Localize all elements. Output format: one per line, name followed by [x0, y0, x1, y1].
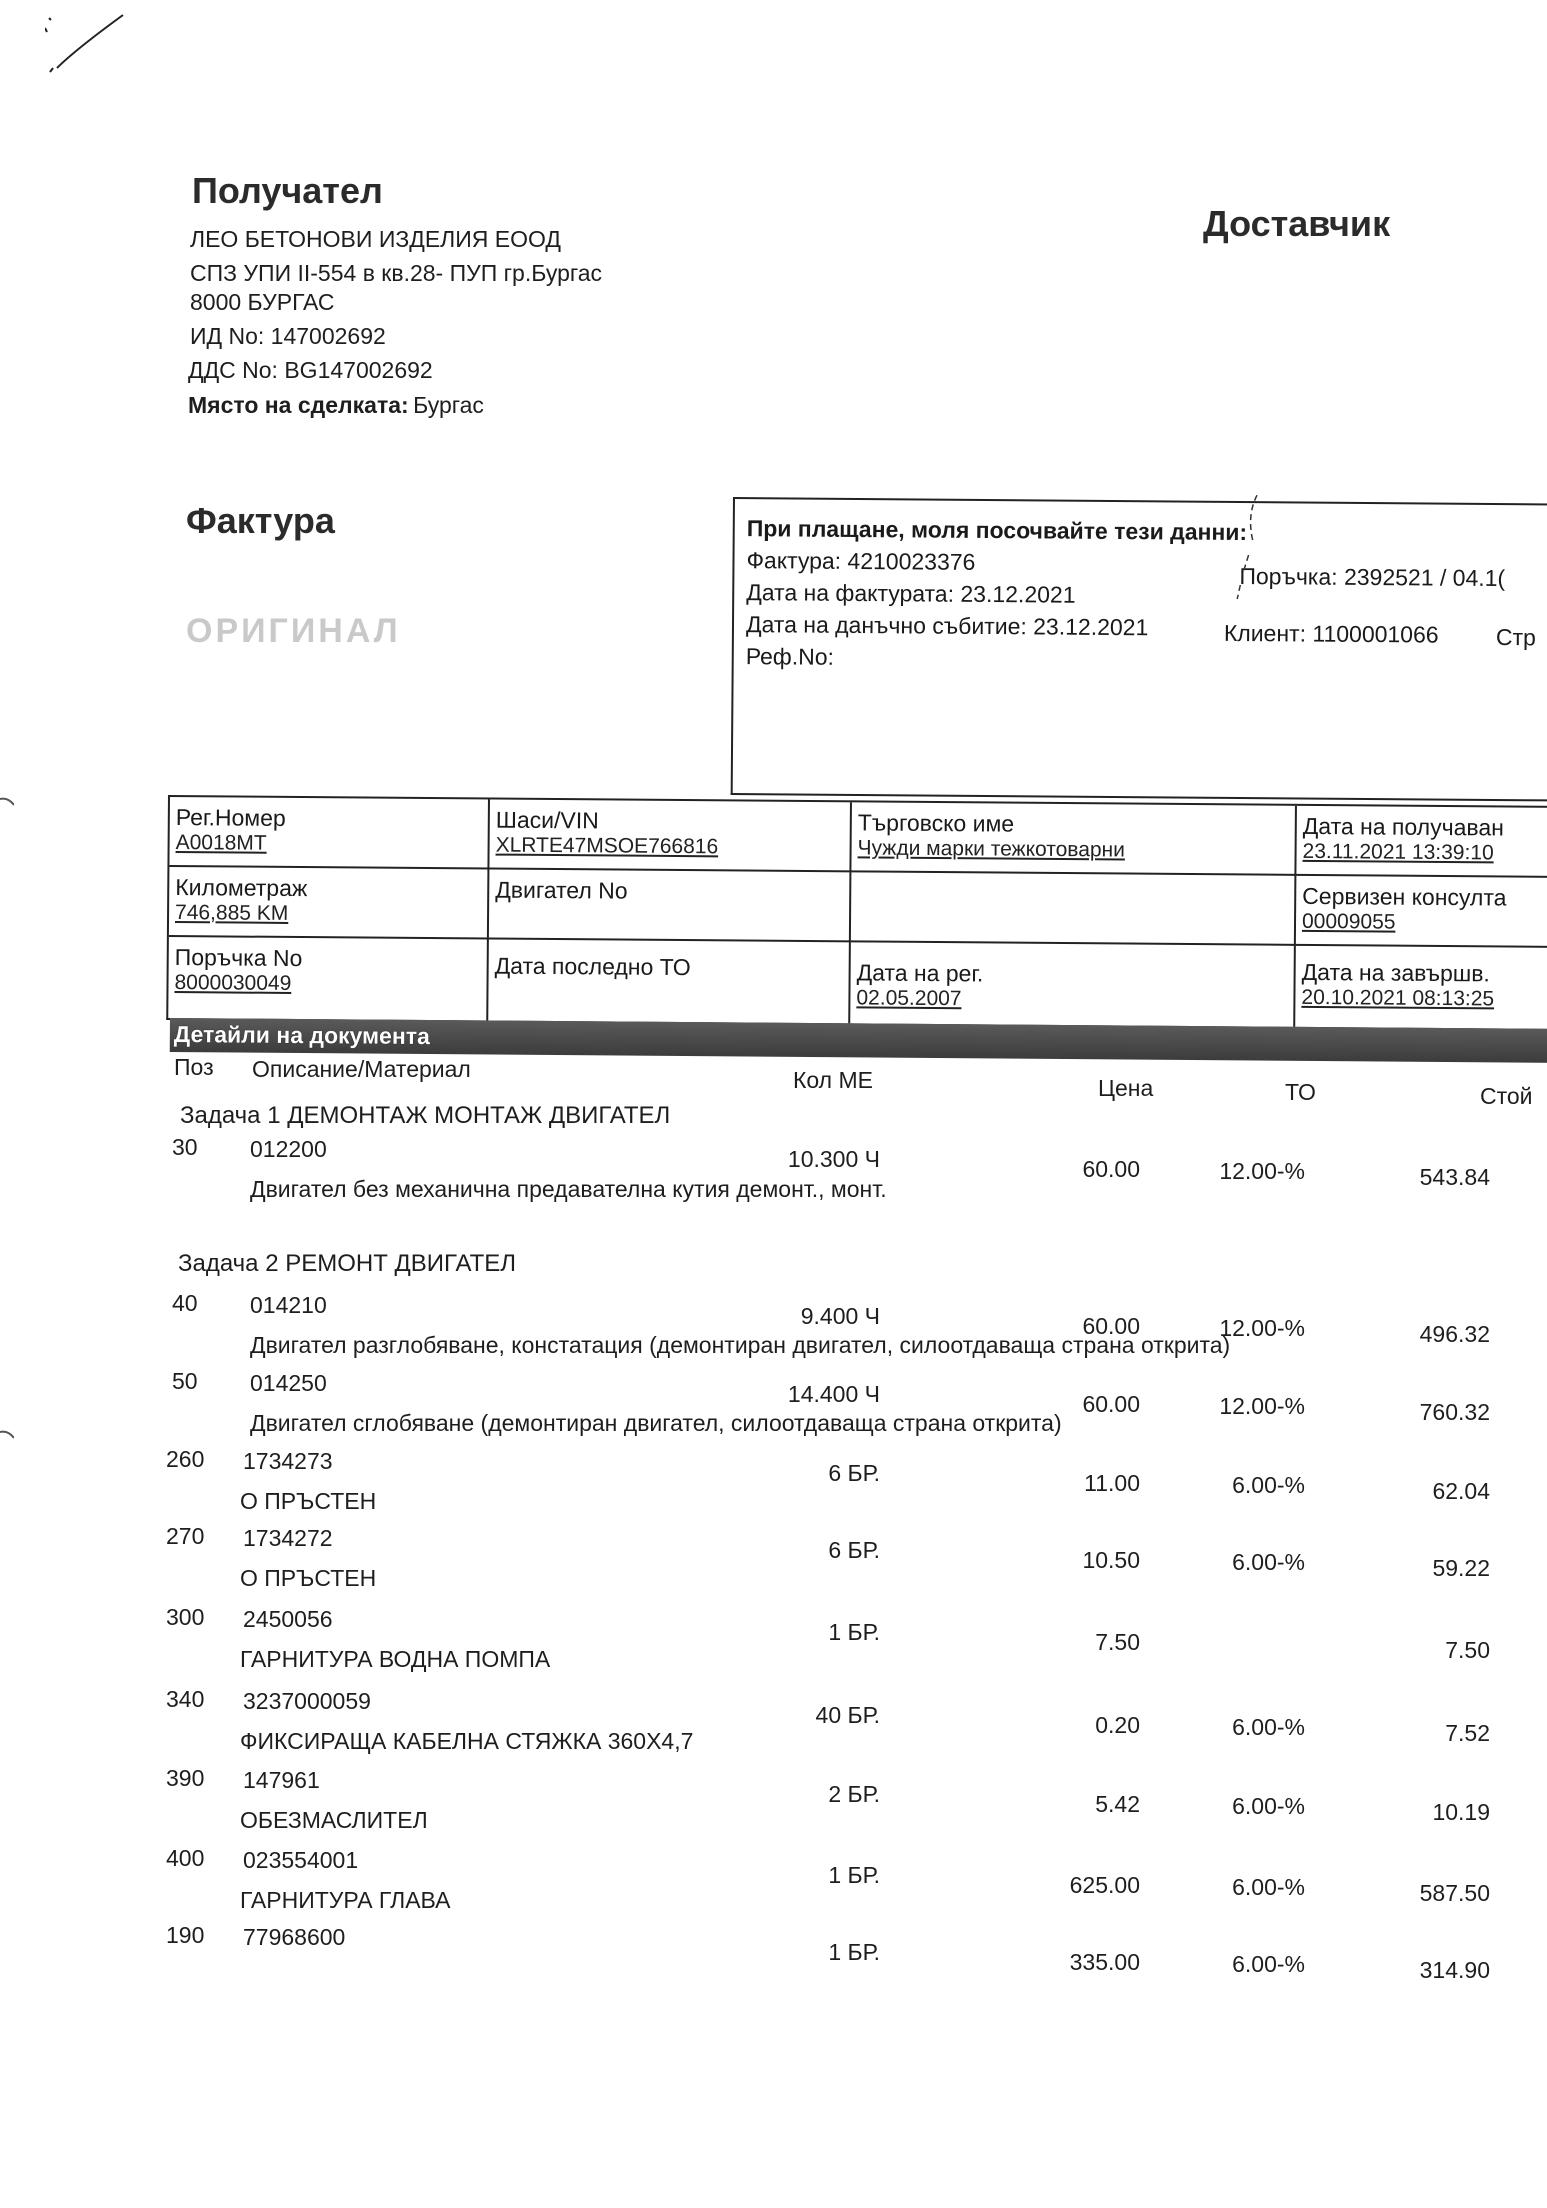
- service-consultant-value: 00009055: [1301, 909, 1396, 934]
- item-code: 147961: [243, 1767, 320, 1793]
- last-service-date-cell: [488, 940, 851, 1024]
- task-heading: Задача 2 РЕМОНТ ДВИГАТЕЛ: [178, 1250, 516, 1277]
- last-service-date-label: Дата последно ТО: [494, 952, 691, 981]
- reg-date-label: Дата на рег.: [856, 959, 984, 987]
- item-price: 60.00: [1082, 1391, 1140, 1418]
- item-amount: 7.52: [1445, 1719, 1490, 1746]
- reg-number-label: Рег.Номер: [175, 804, 286, 831]
- reg-number-cell: [169, 797, 490, 870]
- item-price: 10.50: [1082, 1547, 1140, 1574]
- recipient-vat-no: ДДС No: BG147002692: [188, 357, 433, 383]
- order-no-value: 8000030049: [174, 971, 292, 995]
- item-discount: 6.00-%: [1232, 1471, 1305, 1498]
- vehicle-info-table: [166, 795, 1547, 1031]
- item-code: 3237000059: [243, 1688, 371, 1714]
- item-description: Двигател без механична предавателна кутия демонт., монт.: [250, 1176, 887, 1202]
- received-date-label: Дата на получаван: [1302, 812, 1504, 841]
- item-code: 012200: [250, 1136, 327, 1162]
- item-amount: 760.32: [1419, 1399, 1490, 1426]
- document-title: Фактура: [186, 500, 335, 541]
- col-pos-header: Поз: [174, 1054, 214, 1080]
- item-qty: 40 БР.: [815, 1701, 880, 1728]
- invoice-number: Фактура: 4210023376: [746, 547, 976, 575]
- item-price: 5.42: [1095, 1791, 1140, 1818]
- item-qty: 9.400 Ч: [800, 1302, 880, 1329]
- item-price: 60.00: [1082, 1156, 1140, 1182]
- trade-name-label: Търговско име: [857, 809, 1015, 837]
- item-description: ОБЕЗМАСЛИТЕЛ: [240, 1807, 428, 1833]
- deal-place-label: Място на сделката:: [188, 392, 409, 418]
- vin-label: Шаси/VIN: [495, 806, 599, 834]
- col-qty-unit-header: Кол МЕ: [793, 1067, 873, 1093]
- engine-no-cell: [489, 870, 852, 943]
- item-amount: 543.84: [1419, 1164, 1490, 1190]
- reference-no: Реф.No:: [745, 643, 835, 670]
- item-qty: 1 БР.: [828, 1939, 880, 1966]
- order-no-label: Поръчка No: [174, 944, 303, 972]
- item-code: 77968600: [243, 1924, 346, 1950]
- document-details-title: Детайли на документа: [173, 1021, 430, 1050]
- item-code: 1734273: [243, 1448, 333, 1474]
- recipient-address: СПЗ УПИ II-554 в кв.28- ПУП гр.Бургас: [190, 260, 603, 286]
- item-pos: 400: [166, 1845, 205, 1871]
- item-amount: 10.19: [1432, 1799, 1490, 1826]
- item-price: 0.20: [1095, 1711, 1140, 1738]
- recipient-city: 8000 БУРГАС: [190, 289, 335, 315]
- item-discount: 12.00-%: [1219, 1158, 1305, 1184]
- recipient-id-no: ИД No: 147002692: [190, 323, 386, 349]
- item-discount: 12.00-%: [1219, 1393, 1305, 1420]
- item-qty: 6 БР.: [828, 1537, 880, 1564]
- payment-intro: При плащане, моля посочвайте тези данни:: [746, 515, 1248, 546]
- item-description: О ПРЪСТЕН: [240, 1488, 377, 1514]
- order-no-cell: [168, 937, 489, 1021]
- item-description: О ПРЪСТЕН: [240, 1565, 377, 1591]
- item-price: 625.00: [1069, 1871, 1140, 1898]
- item-qty: 14.400 Ч: [787, 1381, 880, 1408]
- page-label: Стр: [1495, 623, 1536, 651]
- item-pos: 270: [166, 1523, 205, 1549]
- item-pos: 260: [166, 1446, 205, 1472]
- vin-cell: [489, 800, 852, 873]
- empty-cell: [851, 872, 1297, 945]
- item-qty: 6 БР.: [828, 1459, 880, 1486]
- item-code: 1734272: [243, 1525, 333, 1551]
- item-amount: 7.50: [1445, 1637, 1490, 1663]
- reg-date-cell: [850, 942, 1296, 1026]
- item-description: ГАРНИТУРА ВОДНА ПОМПА: [240, 1646, 551, 1672]
- item-description: ГАРНИТУРА ГЛАВА: [240, 1887, 451, 1913]
- task-heading: Задача 1 ДЕМОНТАЖ МОНТАЖ ДВИГАТЕЛ: [180, 1102, 671, 1129]
- item-pos: 30: [172, 1134, 198, 1160]
- item-pos: 40: [172, 1290, 198, 1316]
- item-description: Двигател разглобяване, констатация (демонтиран двигател, силоотдаваща страна открита): [250, 1332, 1231, 1358]
- item-discount: 6.00-%: [1232, 1873, 1305, 1900]
- item-amount: 59.22: [1432, 1555, 1490, 1582]
- recipient-company: ЛЕО БЕТОНОВИ ИЗДЕЛИЯ ЕООД: [190, 226, 561, 252]
- item-price: 60.00: [1082, 1312, 1140, 1339]
- payment-info-box: [731, 497, 1547, 801]
- item-pos: 300: [166, 1604, 205, 1630]
- received-date-value: 23.11.2021 13:39:10: [1302, 839, 1494, 865]
- item-discount: 6.00-%: [1232, 1793, 1305, 1820]
- item-discount: 6.00-%: [1232, 1713, 1305, 1740]
- item-price: 335.00: [1069, 1949, 1140, 1976]
- item-pos: 390: [166, 1765, 205, 1791]
- mileage-cell: [169, 867, 490, 940]
- reg-number-value: A0018MT: [175, 831, 267, 855]
- completion-date-cell: [1295, 946, 1547, 1029]
- trade-name-cell: [851, 802, 1297, 875]
- item-qty: 2 БР.: [828, 1781, 880, 1808]
- mileage-label: Километраж: [175, 874, 308, 902]
- supplier-heading: Доставчик: [1203, 203, 1391, 244]
- tax-event-date: Дата на данъчно събитие: 23.12.2021: [745, 611, 1149, 641]
- item-description: Двигател сглобяване (демонтиран двигател, силоотдаваща страна открита): [250, 1410, 1062, 1436]
- item-qty: 10.300 Ч: [787, 1146, 880, 1172]
- col-price-header: Цена: [1098, 1075, 1154, 1101]
- scan-edge-mark: [0, 797, 14, 807]
- item-code: 023554001: [243, 1847, 359, 1873]
- item-discount: 12.00-%: [1219, 1314, 1305, 1341]
- item-code: 014250: [250, 1370, 327, 1396]
- order-reference: Поръчка: 2392521 / 04.1(: [1239, 562, 1506, 592]
- item-amount: 496.32: [1419, 1320, 1490, 1347]
- completion-date-label: Дата на завършв.: [1301, 958, 1490, 987]
- deal-place-value: Бургас: [413, 392, 484, 418]
- item-pos: 340: [166, 1686, 205, 1712]
- invoice-date: Дата на фактурата: 23.12.2021: [746, 579, 1076, 608]
- engine-no-label: Двигател No: [495, 876, 628, 904]
- item-discount: 6.00-%: [1232, 1951, 1305, 1978]
- col-amount-header: Стой: [1480, 1083, 1533, 1109]
- mileage-value: 746,885 KM: [174, 901, 289, 925]
- reg-date-value: 02.05.2007: [856, 986, 962, 1011]
- item-code: 014210: [250, 1292, 327, 1318]
- item-qty: 1 БР.: [828, 1619, 880, 1645]
- item-amount: 62.04: [1432, 1477, 1490, 1504]
- service-consultant-label: Сервизен консулта: [1302, 882, 1507, 911]
- col-description-header: Описание/Материал: [252, 1056, 471, 1082]
- received-date-cell: [1296, 806, 1547, 878]
- completion-date-value: 20.10.2021 08:13:25: [1301, 985, 1495, 1011]
- handwritten-scribble-mark: [45, 10, 125, 80]
- original-copy-stamp: ОРИГИНАЛ: [186, 612, 401, 650]
- client-number: Клиент: 1100001066: [1223, 619, 1439, 648]
- col-discount-header: ТО: [1285, 1079, 1316, 1105]
- item-amount: 314.90: [1419, 1957, 1490, 1984]
- item-qty: 1 БР.: [828, 1861, 880, 1888]
- item-pos: 50: [172, 1368, 198, 1394]
- item-price: 11.00: [1084, 1469, 1140, 1496]
- item-amount: 587.50: [1419, 1879, 1490, 1906]
- service-consultant-cell: [1296, 876, 1547, 948]
- vin-value: XLRTE47MSOE766816: [495, 833, 719, 859]
- trade-name-value: Чужди марки тежкотоварни: [857, 836, 1126, 862]
- item-discount: 6.00-%: [1232, 1549, 1305, 1576]
- pen-mark: [1234, 495, 1265, 605]
- item-price: 7.50: [1095, 1629, 1140, 1655]
- item-pos: 190: [166, 1922, 205, 1948]
- scan-edge-mark: [0, 1430, 14, 1440]
- deal-place: [188, 392, 484, 419]
- item-description: ФИКСИРАЩА КАБЕЛНА СТЯЖКА 360Х4,7: [240, 1728, 694, 1754]
- item-code: 2450056: [243, 1606, 333, 1632]
- recipient-heading: Получател: [192, 170, 383, 211]
